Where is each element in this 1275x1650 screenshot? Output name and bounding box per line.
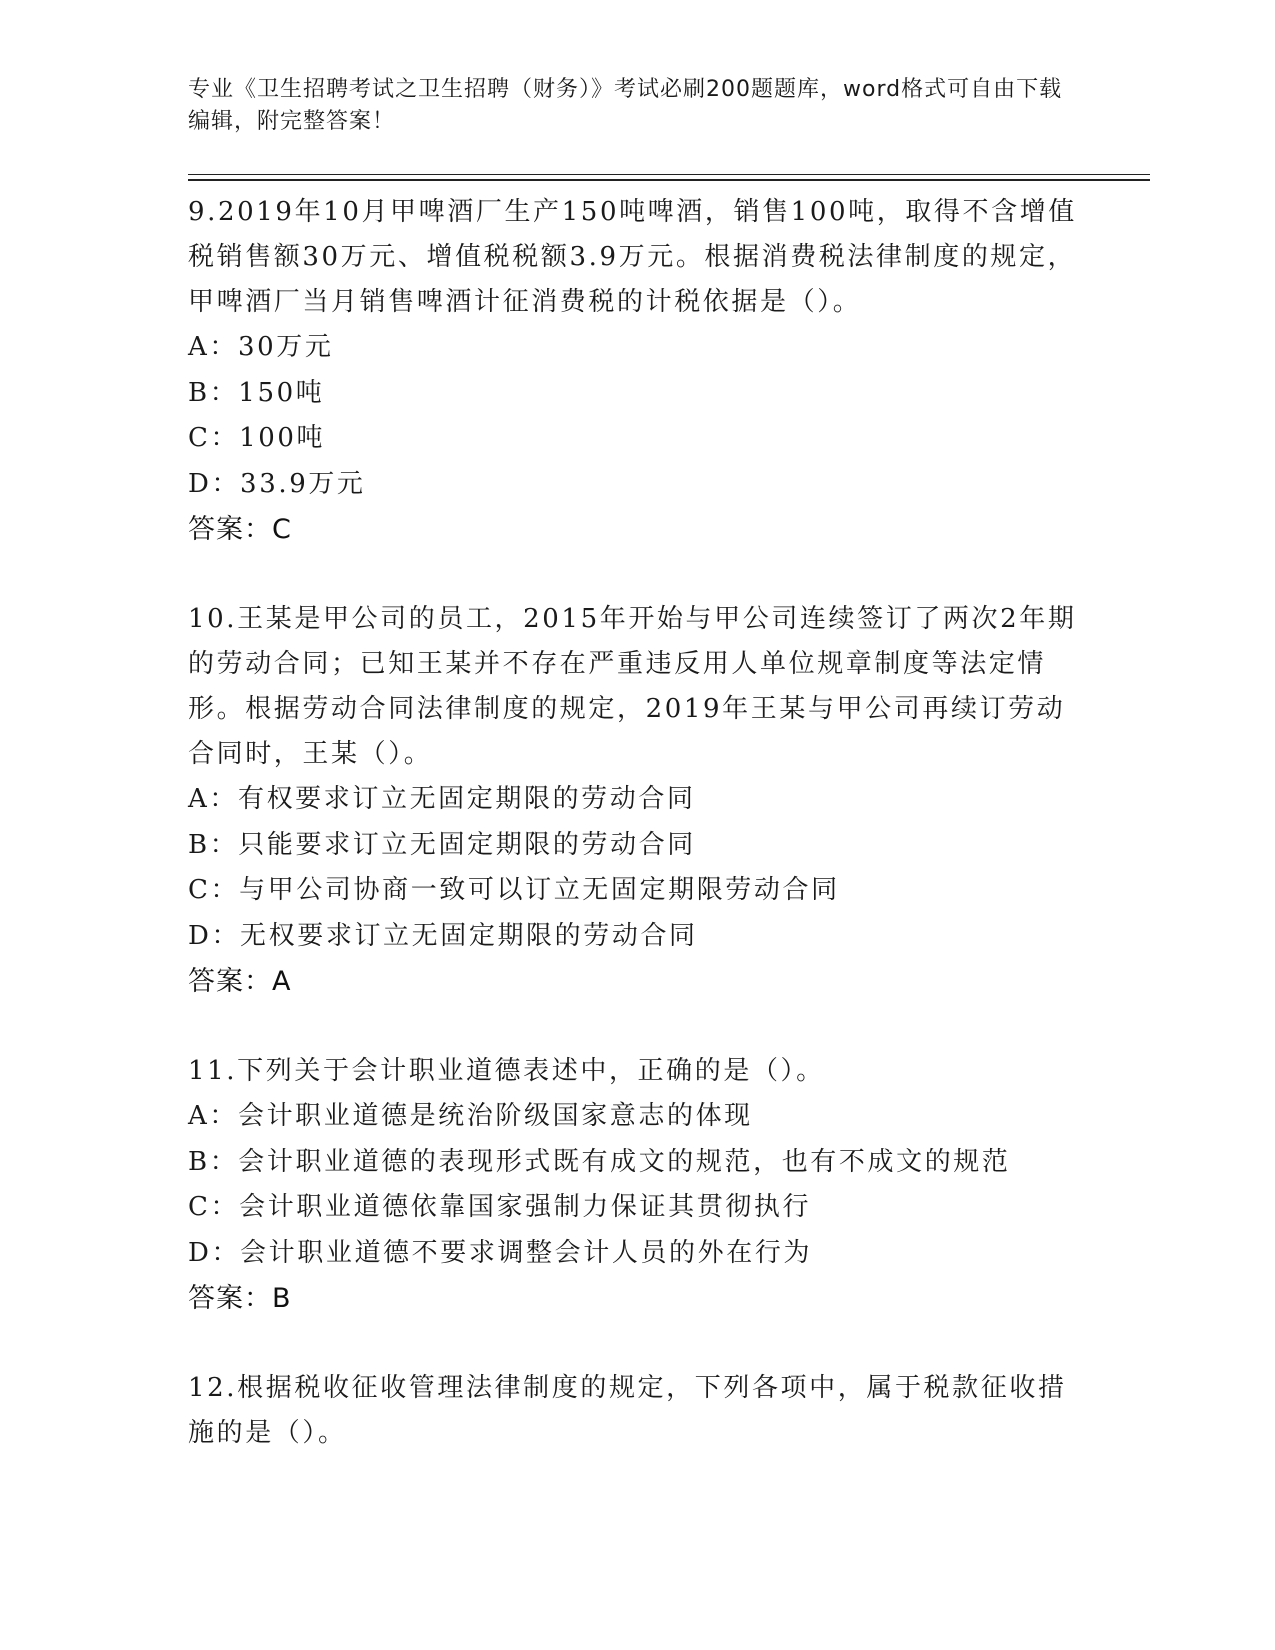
question-stem: 12.根据税收征收管理法律制度的规定，下列各项中，属于税款征收措施的是（）。	[188, 1373, 1067, 1448]
question-10	[188, 597, 1088, 1004]
answer-line: 答案：B	[188, 1283, 292, 1314]
option-a: A：30万元	[188, 332, 334, 362]
question-11	[188, 1049, 1088, 1321]
question-12	[188, 1366, 1088, 1456]
answer-line: 答案：A	[188, 966, 292, 997]
option-a: A：会计职业道德是统治阶级国家意志的体现	[188, 1101, 753, 1131]
option-c: C：与甲公司协商一致可以订立无固定期限劳动合同	[188, 875, 840, 905]
option-c: C：会计职业道德依靠国家强制力保证其贯彻执行	[188, 1192, 812, 1222]
option-b: B：会计职业道德的表现形式既有成文的规范，也有不成文的规范	[188, 1146, 1011, 1177]
question-stem: 9.2019年10月甲啤酒厂生产150吨啤酒，销售100吨，取得不含增值税销售额30万元、增值税税额3.9万元。根据消费税法律制度的规定，甲啤酒厂当月销售啤酒计征消费税的计税依据是（）。	[188, 197, 1077, 317]
option-c: C：100吨	[188, 423, 326, 453]
question-stem: 10.王某是甲公司的员工，2015年开始与甲公司连续签订了两次2年期的劳动合同；已知王某并不存在严重违反用人单位规章制度等法定情形。根据劳动合同法律制度的规定，2019年王某与甲公司再续订劳动合同时，王某（）。	[188, 604, 1077, 769]
question-stem: 11.下列关于会计职业道德表述中，正确的是（）。	[188, 1056, 825, 1086]
header-divider-thick	[188, 179, 1150, 181]
option-b: B：只能要求订立无固定期限的劳动合同	[188, 829, 696, 860]
option-a: A：有权要求订立无固定期限的劳动合同	[188, 784, 696, 814]
header-divider-thin	[188, 174, 1150, 175]
document-header: 专业《卫生招聘考试之卫生招聘（财务）》考试必刷200题题库，word格式可自由下载编辑，附完整答案！	[188, 77, 1063, 134]
question-list	[188, 190, 1088, 1456]
option-d: D：会计职业道德不要求调整会计人员的外在行为	[188, 1237, 813, 1268]
question-9	[188, 190, 1088, 552]
option-b: B：150吨	[188, 377, 325, 408]
answer-line: 答案：C	[188, 514, 292, 545]
option-d: D：无权要求订立无固定期限的劳动合同	[188, 920, 698, 951]
option-d: D：33.9万元	[188, 468, 366, 499]
